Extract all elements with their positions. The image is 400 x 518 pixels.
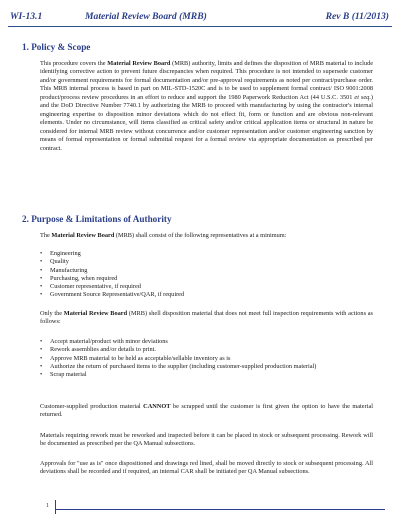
list-item: • Engineering [40, 250, 184, 258]
document-id: WI-13.1 [10, 11, 43, 22]
mrb-composition-intro: The Material Review Board (MRB) shall consist of the following representatives at a minimum: [40, 232, 287, 239]
page-number: 1 [46, 502, 50, 509]
mrb-members-list [40, 250, 184, 300]
list-item: • Scrap material [40, 371, 370, 379]
document-revision: Rev B (11/2013) [325, 11, 389, 22]
use-as-is-note: Approvals for "use as is" once dispositioned and drawings red lined, shall be moved directly to stock or subsequent processing. All deviations shall be recorded and if required, an internal CAR shall be initiated per QA Manual subsections. [40, 460, 373, 476]
rework-note: Materials requiring rework must be reworked and inspected before it can be placed in stock or subsequent processing. Rework will be documented as prescribed per the QA Manual subsections. [40, 432, 373, 448]
section-heading-purpose-limitations: 2. Purpose & Limitations of Authority [22, 214, 172, 224]
disposition-actions-list [40, 338, 370, 379]
list-item: • Approve MRB material to be held as acceptable/sellable inventory as is [40, 355, 370, 363]
policy-scope-paragraph: This procedure covers the Material Review Board (MRB) authority, limits and defines the disposition of MRB material to include identifying corrective action to prevent future discrepancies when required. This procedure is not intended to supersede customer and/or government requirements for formal documentation and/or pre-approval requirements as noted per contract/purchase order. This MRB internal process is based in part on MIL-STD-1520C and is to be used to supplement formal contract/ ISO 9001:2008 product/process review procedures in an effort to reduce and support the 1980 Paperwork Reduction Act (44 U.S.C. 3501 et seq.) and the DoD Directive Number 7740.1 by authorizing the MRB to proceed with manufacturing by using the contractor's internal engineering expertise to disposition minor deviations which do not effect fit, form or function and are obvious non-relevant elements. Under no circumstance, will items classified as critical safety and/or critical application items or structural in nature be considered for internal MRB review without concurrence and/or customer representation and/or customer engineering sanction by means of formal representation or formal submittal request for a formal review via appropriate documentation as prescribed per contract. [40, 60, 374, 152]
section-heading-policy-scope: 1. Policy & Scope [22, 42, 91, 52]
customer-material-note: Customer-supplied production material CANNOT be scrapped until the customer is first given the option to have the material returned. [40, 403, 373, 419]
footer-divider-vertical [55, 500, 56, 514]
list-item: • Manufacturing [40, 267, 184, 275]
document-title: Material Review Board (MRB) [85, 11, 207, 22]
document-header [8, 6, 392, 27]
list-item: • Purchasing, when required [40, 275, 184, 283]
list-item: • Authorize the return of purchased items to the supplier (including customer-supplied production material) [40, 363, 370, 371]
list-item: • Accept material/product with minor deviations [40, 338, 370, 346]
list-item: • Rework assemblies and/or details to print. [40, 346, 370, 354]
list-item: • Quality [40, 258, 184, 266]
footer-divider-horizontal [55, 509, 385, 510]
list-item: • Government Source Representative/QAR, if required [40, 291, 184, 299]
list-item: • Customer representative, if required [40, 283, 184, 291]
disposition-intro: Only the Material Review Board (MRB) shell disposition material that does not meet full inspection requirements with actions as follows: [40, 310, 374, 326]
